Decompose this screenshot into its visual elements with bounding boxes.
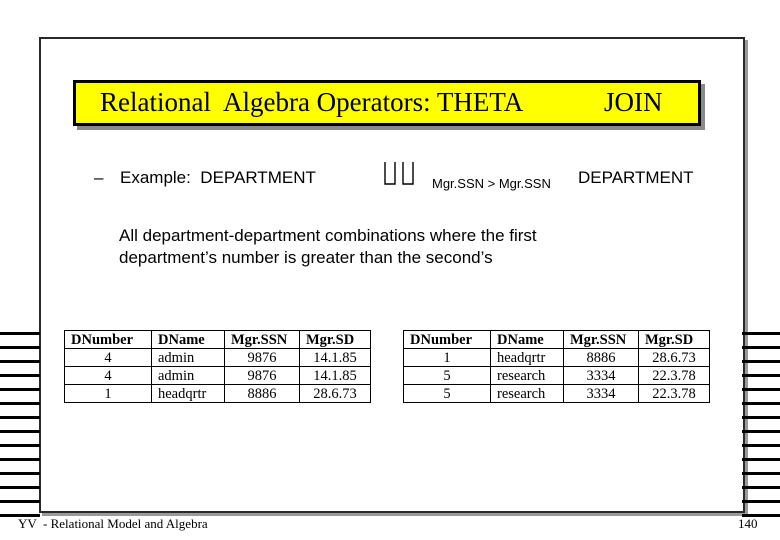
table-cell: 28.6.73 <box>300 385 371 403</box>
stripe <box>742 402 780 405</box>
table-header-row <box>65 331 371 349</box>
stripe <box>0 472 40 475</box>
table-cell: 9876 <box>225 349 300 367</box>
stripe <box>0 360 40 363</box>
bowtie-join-icon <box>382 160 416 186</box>
table-header-row <box>404 331 710 349</box>
table-row <box>404 349 710 367</box>
table-row <box>65 385 371 403</box>
stripe <box>0 388 40 391</box>
stripe <box>742 430 780 433</box>
table-cell: headqrtr <box>491 349 564 367</box>
stripe <box>742 360 780 363</box>
stripe <box>742 388 780 391</box>
table-cell: 9876 <box>225 367 300 385</box>
table-cell: 3334 <box>564 385 639 403</box>
table-cell: 5 <box>404 367 491 385</box>
table-cell: 1 <box>65 385 152 403</box>
column-header: Mgr.SSN <box>225 331 300 349</box>
table-cell: 8886 <box>564 349 639 367</box>
stripe <box>742 500 780 503</box>
stripe <box>742 332 780 335</box>
stripe <box>0 346 40 349</box>
table-cell: 14.1.85 <box>300 349 371 367</box>
left-relation-table <box>64 330 371 403</box>
table-cell: research <box>491 385 564 403</box>
table-row <box>404 385 710 403</box>
stripe <box>0 500 40 503</box>
table-cell: 4 <box>65 367 152 385</box>
table-cell: 1 <box>404 349 491 367</box>
stripe <box>742 444 780 447</box>
table-cell: 4 <box>65 349 152 367</box>
column-header: Mgr.SSN <box>564 331 639 349</box>
footer-course-title: YV - Relational Model and Algebra <box>18 516 208 531</box>
table-row <box>65 349 371 367</box>
join-condition: Mgr.SSN > Mgr.SSN <box>432 176 551 191</box>
stripe <box>0 458 40 461</box>
stripe <box>0 374 40 377</box>
column-header: Mgr.SD <box>639 331 710 349</box>
table-cell: 22.3.78 <box>639 367 710 385</box>
table-row <box>65 367 371 385</box>
slide-title-join: JOIN <box>604 87 663 117</box>
example-label: Example: DEPARTMENT <box>120 168 316 187</box>
table-cell: admin <box>152 367 225 385</box>
description <box>119 225 537 269</box>
table-cell: 22.3.78 <box>639 385 710 403</box>
decorative-stripes-right <box>742 332 780 526</box>
description-line-2: department’s number is greater than the second’s <box>119 248 493 267</box>
stripe <box>0 444 40 447</box>
stripe <box>742 416 780 419</box>
bullet-dash: – <box>94 168 104 187</box>
table-cell: 14.1.85 <box>300 367 371 385</box>
table-cell: 3334 <box>564 367 639 385</box>
table-cell: 8886 <box>225 385 300 403</box>
column-header: DNumber <box>65 331 152 349</box>
table-cell: admin <box>152 349 225 367</box>
table-cell: 5 <box>404 385 491 403</box>
column-header: Mgr.SD <box>300 331 371 349</box>
stripe <box>0 332 40 335</box>
stripe <box>742 374 780 377</box>
column-header: DName <box>152 331 225 349</box>
table-cell: 28.6.73 <box>639 349 710 367</box>
table-row <box>404 367 710 385</box>
slide-title <box>73 80 701 126</box>
stripe <box>742 472 780 475</box>
stripe <box>742 458 780 461</box>
table-cell: headqrtr <box>152 385 225 403</box>
example-right-relation: DEPARTMENT <box>578 168 694 187</box>
decorative-stripes-left <box>0 332 40 526</box>
stripe <box>0 486 40 489</box>
stripe <box>0 416 40 419</box>
description-line-1: All department-department combinations where the first <box>119 226 537 245</box>
table-cell: research <box>491 367 564 385</box>
slide-title-text: Relational Algebra Operators: THETA <box>100 87 524 117</box>
stripe <box>0 402 40 405</box>
stripe <box>742 486 780 489</box>
page-number: 140 <box>738 516 758 531</box>
stripe <box>742 346 780 349</box>
column-header: DName <box>491 331 564 349</box>
column-header: DNumber <box>404 331 491 349</box>
right-relation-table <box>403 330 710 403</box>
stripe <box>0 430 40 433</box>
